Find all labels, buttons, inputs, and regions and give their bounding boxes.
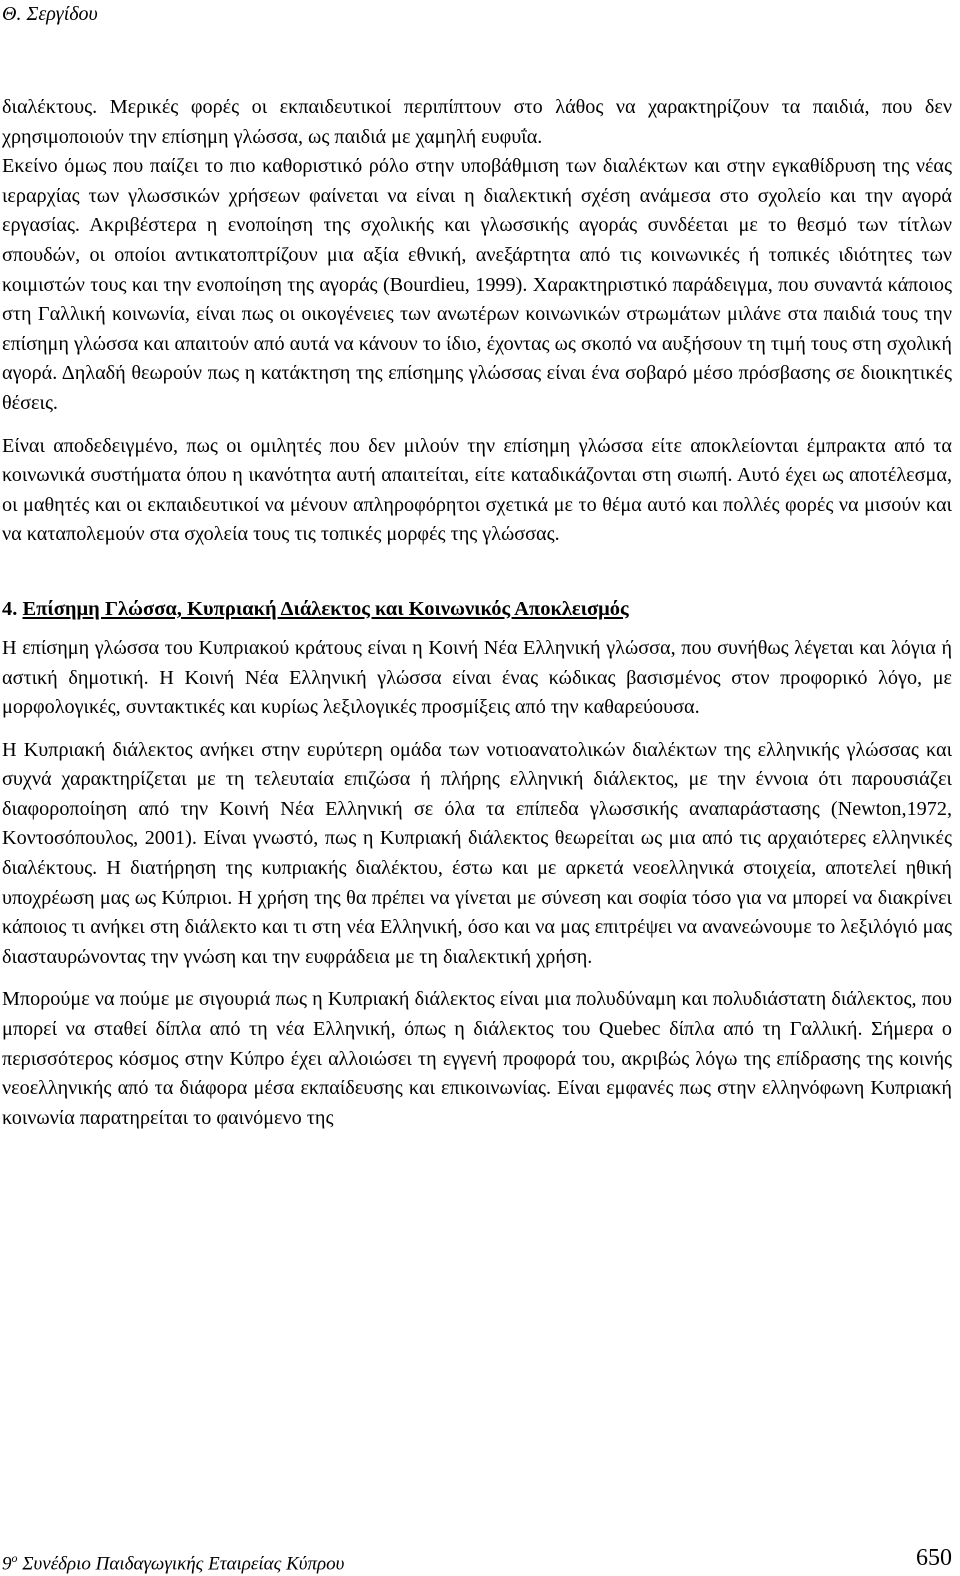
paragraph: διαλέκτους. Μερικές φορές οι εκπαιδευτικοί περιπίπτουν στο λάθος να χαρακτηρίζουν τα παιδιά, που δεν χρησιμοποιούν την επίσημη γλώσσα, ως παιδιά με χαμηλή ευφυΐα. bbox=[2, 96, 952, 148]
conference-title bbox=[2, 1546, 344, 1576]
paragraph: Η Κυπριακή διάλεκτος ανήκει στην ευρύτερη ομάδα των νοτιοανατολικών διαλέκτων της ελληνικής γλώσσας και συχνά χαρακτηρίζεται με τη τελευταία επιζώσα ή πλήρης ελληνική διάλεκτος, με την έννοια ότι παρουσιάζει διαφοροποίηση από την Κοινή Νέα Ελληνική σε όλα τα επίπεδα γλωσσικής αναπαράστασης (Newton,1972, Κοντοσόπουλος, 2001). Είναι γνωστό, πως η Κυπριακή διάλεκτος θεωρείται ως μια από τις αρχαιότερες ελληνικές διαλέκτους. Η διατήρηση της κυπριακής διαλέκτου, έστω και με αρκετά νεοελληνικά στοιχεία, αποτελεί ηθική υποχρέωση μας ως Κύπριοι. Η χρήση της θα πρέπει να γίνεται με σύνεση και σοφία τόσο για να μπορεί να διακρίνει κάποιος τι ανήκει στη διάλεκτο και τι στη νέα Ελληνική, όσο και να μας επιτρέψει να ανανεώνουμε το λεξιλόγιό μας διασταυρώνοντας την γνώση και την ευφράδεια με τη διαλεκτική χρήση. bbox=[2, 738, 952, 968]
page-footer bbox=[2, 1542, 952, 1575]
section-number: 4. bbox=[2, 597, 18, 620]
page-body bbox=[2, 93, 952, 1133]
paragraph: Μπορούμε να πούμε με σιγουριά πως η Κυπριακή διάλεκτος είναι μια πολυδύναμη και πολυδιάστατη διάλεκτος, που μπορεί να σταθεί δίπλα από τη νέα Ελληνική, όπως η διάλεκτος του Quebec δίπλα από τη Γαλλική. Σήμερα ο περισσότερος κόσμος στην Κύπρο έχει αλλοιώσει τη εγγενή προφορά του, ακριβώς λόγω της επίδρασης της κοινής νεοελληνικής από τα διάφορα μέσα εκπαίδευσης και επικοινωνίας. Είναι εμφανές πως στην ελληνόφωνη Κυπριακή κοινωνία παρατηρείται το φαινόμενο της bbox=[2, 988, 952, 1129]
page-number: 650 bbox=[916, 1545, 952, 1571]
section-heading bbox=[2, 594, 952, 624]
paragraph: Είναι αποδεδειγμένο, πως οι ομιλητές που δεν μιλούν την επίσημη γλώσσα είτε αποκλείονται έμπρακτα από τα κοινωνικά συστήματα όπου η ικανότητα αυτή απαιτείται, είτε καταδικάζονται στη σιωπή. Αυτό έχει ως αποτέλεσμα, οι μαθητές και οι εκπαιδευτικοί να μένουν απληροφόρητοι σχετικά με το θέμα αυτό και πολλές φορές να μισούν και να καταπολεμούν στα σχολεία τους τις τοπικές μορφές της γλώσσας. bbox=[2, 434, 952, 546]
conference-number: 9 bbox=[2, 1553, 12, 1575]
paragraph: Εκείνο όμως που παίζει το πιο καθοριστικό ρόλο στην υποβάθμιση των διαλέκτων και στην εγκαθίδρυση της νέας ιεραρχίας των γλωσσικών χρήσεων φαίνεται να είναι η διαλεκτική σχέση ανάμεσα στο σχολείο και την αγορά εργασίας. Ακριβέστερα η ενοποίηση της σχολικής και γλωσσικής αγοράς συνδέεται με το θεσμό των τίτλων σπουδών, οι οποίοι αντικατοπτρίζουν μια αξία εθνική, ανεξάρτητα από τις κοινωνικές ή τοπικές ιδιότητες των κοιμιστών τους και την ενοποίηση της αγοράς (Bourdieu, 1999). Χαρακτηριστικό παράδειγμα, που συναντά κάποιος στη Γαλλική κοινωνία, είναι πως οι οικογένειες των ανωτέρων κοινωνικών στρωμάτων μιλάνε στα παιδιά τους την επίσημη γλώσσα και απαιτούν από αυτά να κάνουν το ίδιο, έχοντας ως σκοπό να αυξήσουν τη τιμή τους στη σχολική αγορά. Δηλαδή θεωρούν πως η κατάκτηση της επίσημης γλώσσας είναι ένα σοβαρό μέσο πρόσβασης σε διοικητικές θέσεις. bbox=[2, 155, 952, 414]
conference-name: Συνέδριο Παιδαγωγικής Εταιρείας Κύπρου bbox=[22, 1553, 345, 1575]
running-header-author: Θ. Σεργίδου bbox=[2, 3, 98, 25]
conference-superscript: ο bbox=[11, 1551, 18, 1565]
section-title: Επίσημη Γλώσσα, Κυπριακή Διάλεκτος και Κοινωνικός Αποκλεισμός bbox=[22, 597, 629, 620]
paragraph: Η επίσημη γλώσσα του Κυπριακού κράτους είναι η Κοινή Νέα Ελληνική γλώσσα, που συνήθως λέγεται και λόγια ή αστική δημοτική. Η Κοινή Νέα Ελληνική γλώσσα είναι ένας κώδικας βασισμένος στον προφορικό λόγο, με μορφολογικές, συντακτικές και κυρίως λεξιλογικές προσμίξεις από την καθαρεύουσα. bbox=[2, 636, 952, 719]
